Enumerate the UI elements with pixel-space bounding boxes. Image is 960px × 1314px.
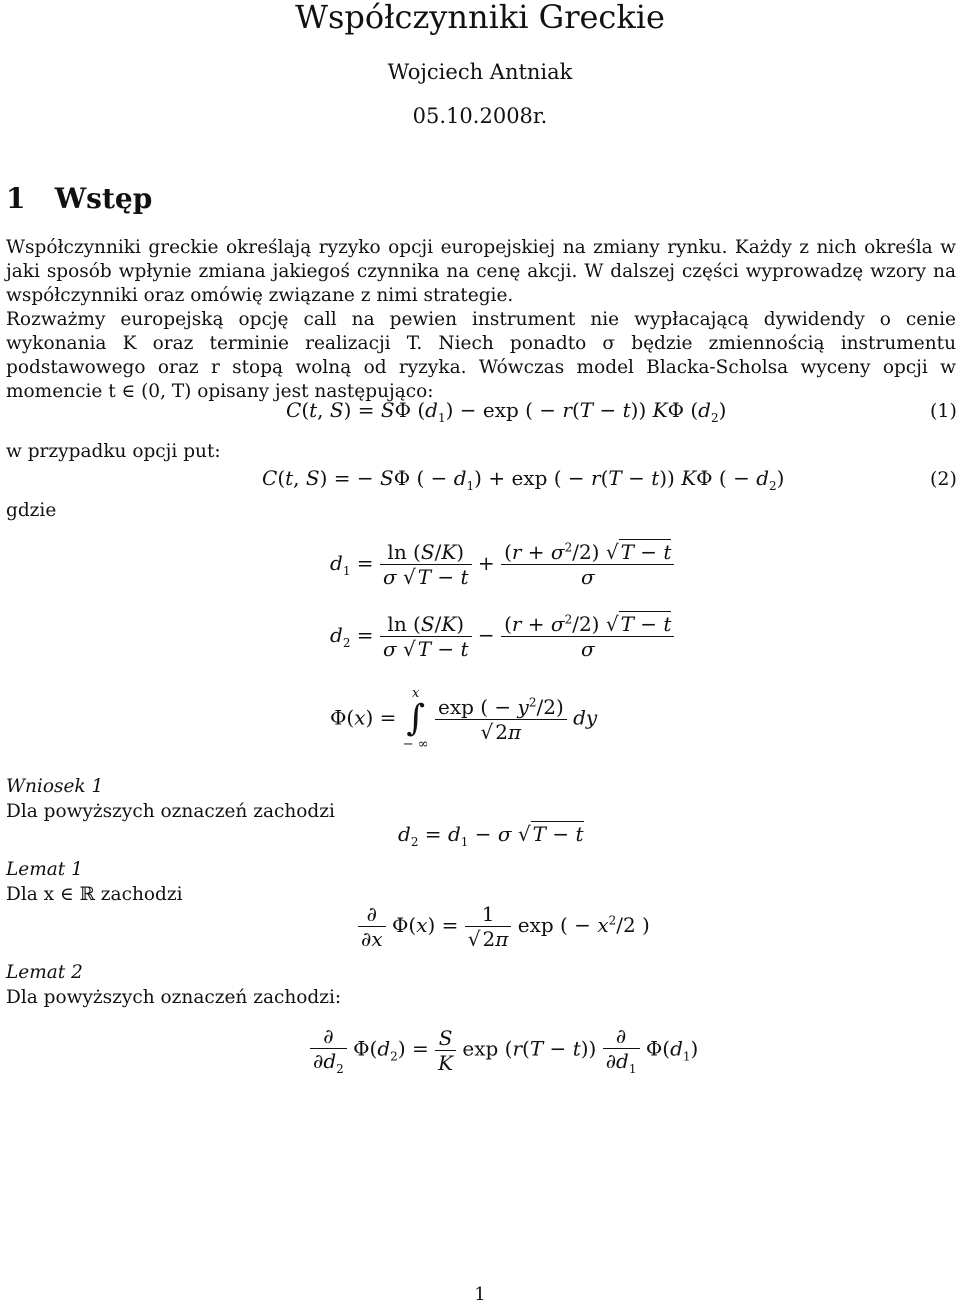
section-heading [6,182,152,215]
model-paragraph: Rozważmy europejską opcję call na pewien instrument nie wypłacającą dywidendy o cenie wykonania K oraz terminie realizacji T. Niech ponadto σ będzie zmiennością instrumentu podstawowego oraz r stopą wolną od ryzyka. Wówczas model Blacka-Scholsa wyceny opcji w momencie t ∈ (0, T) opisany jest następująco: [6,309,956,402]
document-title: Współczynniki Greckie [295,0,665,36]
equation-2: C(t, S) = − SΦ ( − $d_1) + \exp$ ( − r(T − t)) KΦ ( − $d_2$) [262,466,785,493]
page-number: 1 [474,1284,486,1305]
equation-1-number: (1) [930,400,957,422]
lemat2-text: Dla powyższych oznaczeń zachodzi: [6,987,342,1008]
section-title: Wstęp [54,182,153,215]
gdzie-text: gdzie [6,500,57,521]
lemat1-text: Dla x ∈ ℝ zachodzi [6,884,183,905]
wniosek-title: Wniosek 1 [6,776,104,797]
wniosek-text: Dla powyższych oznaczeń zachodzi [6,801,335,822]
lemat1-equation: $\frac{\partial}{\partial x}$ Φ(x) = $\frac{1}{√ 2\pi}$ exp ( − $x^2/2$ ) [358,902,650,951]
section-number: 1 [6,182,26,215]
phi-definition: Φ(x) = x ∫ − ∞ $\frac{\exp ( - y^2/2)}{√ 2\pi}$ dy [330,686,598,752]
lemat2-equation: $\frac{\partial}{\partial d_2}$ $\Phi(d_2)$ = $\frac{S}{K}$ exp (r(T − t)) $\frac{\partial}{\partial d_1}$ $\Phi(d_1)$ [310,1024,698,1076]
lemat2-title: Lemat 2 [6,962,83,983]
wniosek-equation: $d_2 = d_1 - \sigma$ √ T − t [398,822,584,849]
intro-paragraph: Współczynniki greckie określają ryzyko opcji europejskiej na zmiany rynku. Każdy z nich określa w jaki sposób wpłynie zmiana jakiegoś czynnika na cenę akcji. W dalszej części wyprowadzę wzory na współczynniki oraz omówię związane z nimi strategie. [6,237,956,306]
d1-definition: $d_1$ = $\frac{\ln (S/K)}{\sigma √ T - t}$ + $\frac{(r + \sigma^2/2) √ T - t}{\sigma}$ [330,540,674,589]
lemat1-title: Lemat 1 [6,859,83,880]
author: Wojciech Antniak [387,60,573,84]
date: 05.10.2008r. [412,104,548,128]
equation-2-number: (2) [930,468,957,490]
d2-definition: $d_2$ = $\frac{\ln (S/K)}{\sigma √ T - t}$ − $\frac{(r + \sigma^2/2) √ T - t}{\sigma}$ [330,612,674,661]
put-text: w przypadku opcji put: [6,441,221,462]
equation-1: C(t, S) = SΦ $(d_1) - \exp$ ( − r(T − t)) KΦ $(d_2)$ [286,398,727,425]
